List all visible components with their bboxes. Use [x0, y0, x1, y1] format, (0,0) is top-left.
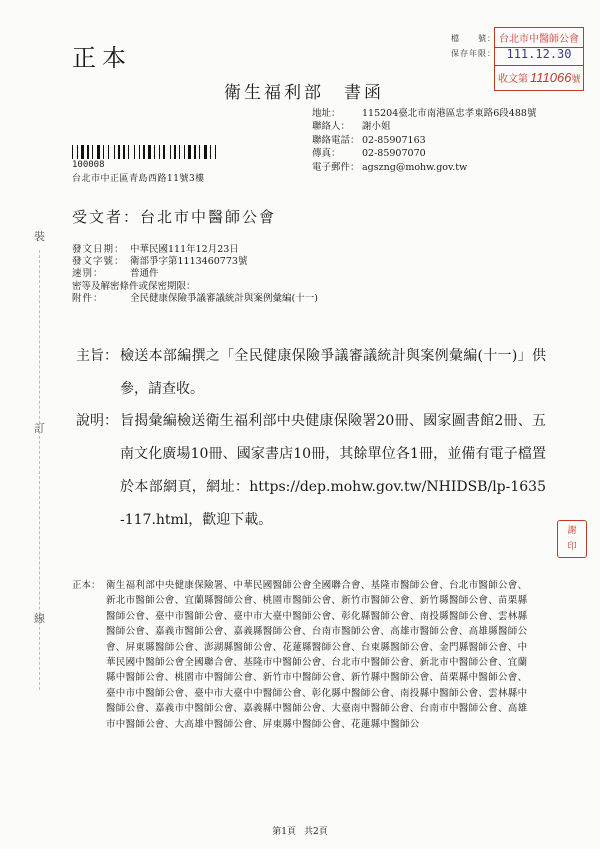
fax-label: 傳真： [312, 148, 341, 160]
barcode-bar [92, 145, 93, 159]
barcode-bar [199, 145, 200, 159]
subject-text: 檢送本部編撰之「全民健康保險爭議審議統計與案例彙編(十一)」供參，請查收。 [120, 348, 546, 397]
recipient-address: 台北市中正區青島西路11號3樓 [72, 174, 205, 184]
address-label: 地址： [312, 108, 341, 119]
issue-date: 中華民國111年12月23日 [130, 244, 239, 255]
binding-mark: 訂 [34, 422, 45, 435]
personal-seal [557, 520, 587, 558]
receipt-stamp [494, 27, 584, 91]
barcode-bar [128, 145, 129, 159]
contact-phone: 02-85907163 [362, 134, 426, 146]
contact-block [312, 107, 536, 174]
distribution-text: 衛生福利部中央健康保險署、中華民國醫師公會全國聯合會、基隆市醫師公會、台北市醫師公會、新北市醫師公會、宜蘭縣醫師公會、桃園市醫師公會、新竹市醫師公會、新竹縣醫師公會、苗栗縣醫師公會、臺中市醫師公會、臺中市大臺中醫師公會、彰化縣醫師公會、南投縣醫師公會、雲林縣醫師公會、嘉義市醫師公會、嘉義縣醫師公會、台南市醫師公會、高雄市醫師公會、高雄縣醫師公會、屏東縣醫師公會、澎湖縣醫師公會、花蓮縣醫師公會、台東縣醫師公會、金門縣醫師公會、中華民國中醫師公會全國聯合會、基隆市中醫師公會、台北市中醫師公會、新北市中醫師公會、宜蘭縣中醫師公會、桃園市中醫師公會、新竹市中醫師公會、新竹縣中醫師公會、苗栗縣中醫師公會、臺中市中醫師公會、臺中市大臺中中醫師公會、彰化縣中醫師公會、南投縣中醫師公會、雲林縣中醫師公會、嘉義市中醫師公會、嘉義縣中醫師公會、大臺南中醫師公會、台南市中醫師公會、高雄市中醫師公會、大高雄中醫師公會、屏東縣中醫師公會、花蓮縣中醫師公 [106, 580, 528, 730]
barcode-bar [143, 145, 145, 159]
barcode-bar [134, 145, 135, 159]
contact-person-label: 聯絡人： [312, 121, 351, 133]
binding-mark: 線 [34, 612, 45, 625]
number-label: 發文字號： [72, 256, 125, 268]
barcode-bar [87, 145, 89, 159]
barcode-bar [188, 145, 191, 159]
barcode-bar [77, 145, 78, 159]
barcode-bar [159, 145, 160, 159]
distribution-list [72, 578, 532, 732]
page-total: 共2頁 [304, 827, 328, 837]
seal-char-1: 謝 [567, 526, 577, 536]
seal-char-2: 印 [567, 542, 577, 552]
barcode-bar [184, 145, 185, 159]
description-text: 旨揭彙編檢送衛生福利部中央健康保險署20冊、國家圖書館2冊、五南文化廣場10冊、國家書店10冊，其餘單位各1冊，並備有電子檔置於本部網頁，網址：https://dep.mohw.gov.tw/NHIDSB/lp-1635-117.html，歡迎下載。 [120, 413, 546, 528]
attachment: 全民健康保險爭議審議統計與案例彙編(十一) [130, 292, 318, 304]
barcode-bar [179, 145, 180, 159]
barcode-bar [204, 145, 207, 159]
document-title: 衛生福利部 書函 [224, 83, 384, 103]
barcode-bar [163, 145, 165, 159]
barcode-bar [174, 145, 176, 159]
barcode-bar [72, 145, 73, 159]
document-number: 衛部爭字第1113460773號 [130, 256, 248, 268]
barcode-bar [97, 145, 100, 159]
barcode-bar [154, 145, 155, 159]
barcode-bar [210, 145, 211, 159]
barcode-bar [170, 145, 171, 159]
stamp-receipt-row [495, 65, 583, 85]
barcode-bar [114, 145, 115, 159]
copy-type-label: 正本 [72, 44, 132, 72]
contact-fax: 02-85907070 [362, 148, 426, 160]
barcode-bar [103, 145, 104, 159]
barcode-bar [118, 145, 120, 159]
stamp-receipt-number: 111066 [530, 70, 572, 85]
stamp-date: 111.12.30 [506, 47, 572, 61]
description-label: 說明： [76, 413, 118, 429]
stamp-receipt-suffix: 號 [571, 75, 581, 85]
page-footer [0, 824, 600, 837]
description-section [76, 405, 546, 537]
recipient: 受文者：台北市中醫師公會 [72, 208, 277, 226]
contact-email[interactable]: agszng@mohw.gov.tw [362, 161, 468, 173]
document-meta [72, 244, 318, 305]
secrecy-label: 密等及解密條件或保密期限： [72, 280, 196, 292]
subject-label: 主旨： [76, 348, 118, 364]
binding-mark: 裝 [34, 230, 45, 243]
distribution-label: 正本： [72, 580, 101, 591]
sender-address: 115204臺北市南港區忠孝東路6段488號 [362, 108, 537, 119]
date-label: 發文日期： [72, 244, 125, 255]
barcode-bar [148, 145, 151, 159]
barcode-bar [81, 145, 84, 159]
contact-person: 謝小姐 [362, 121, 391, 133]
delivery-speed: 普通件 [130, 268, 159, 280]
stamp-receipt-label: 收文第 [498, 74, 528, 85]
barcode-bar [108, 145, 109, 159]
speed-label: 速別： [72, 268, 104, 280]
barcode-bar [215, 145, 216, 159]
barcode-bar [139, 145, 140, 159]
stamp-org: 台北市中醫師公會 [495, 30, 583, 48]
attachment-label: 附件： [72, 292, 104, 304]
file-number-label: 檔 號： [451, 34, 496, 43]
email-label: 電子郵件： [312, 161, 360, 173]
page-number: 第1頁 [272, 827, 296, 837]
keep-years-label: 保存年限： [451, 49, 496, 58]
barcode-bar [194, 145, 196, 159]
subject-section [76, 340, 546, 406]
barcode-bar [123, 145, 125, 159]
postal-code: 100008 [72, 160, 105, 170]
phone-label: 聯絡電話： [312, 134, 360, 146]
barcode [72, 145, 222, 159]
